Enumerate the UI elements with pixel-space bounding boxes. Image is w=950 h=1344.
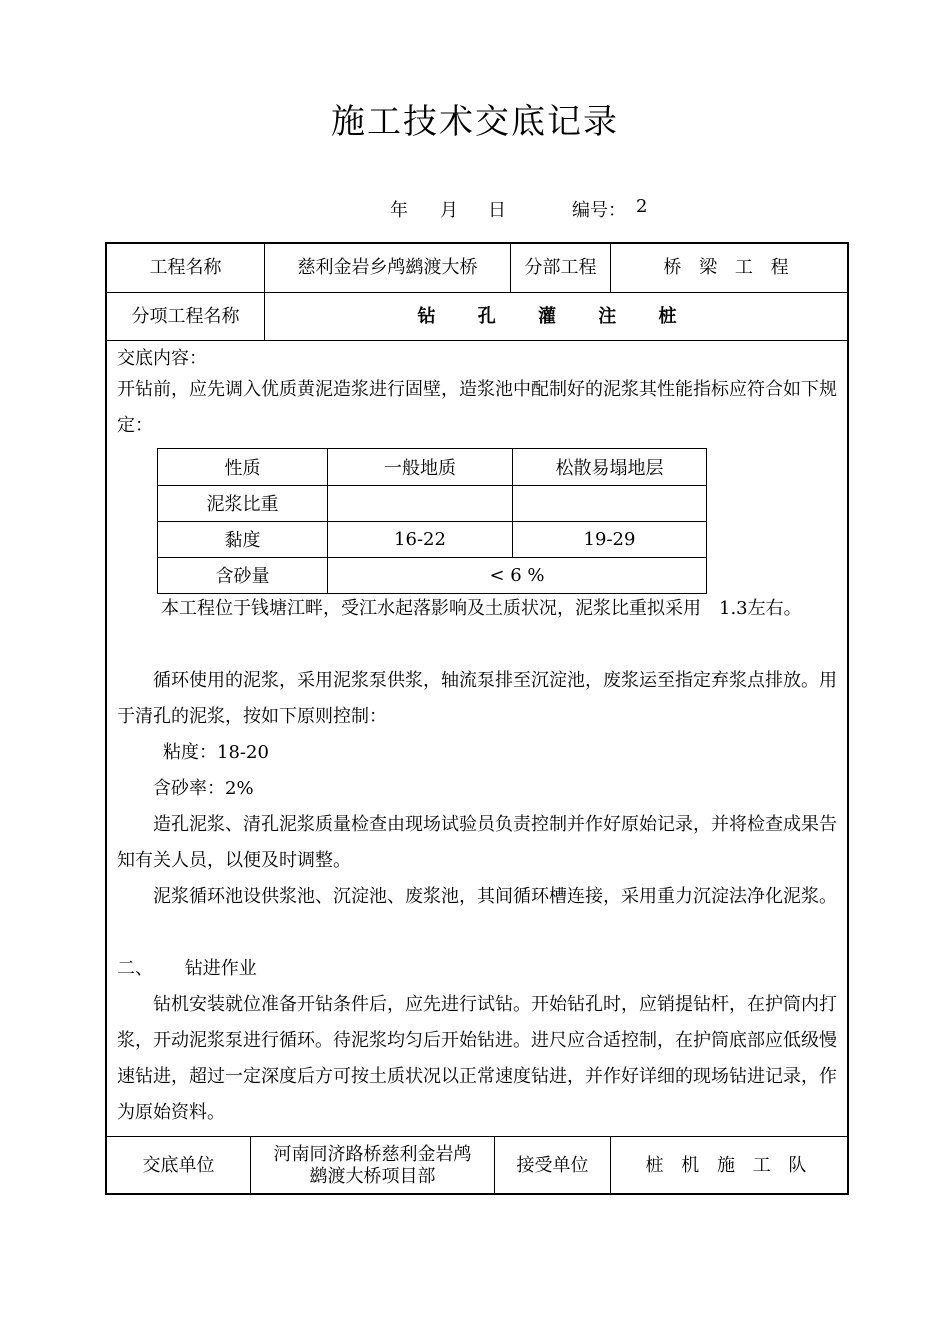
date-month: 月: [440, 200, 458, 221]
page-title: 施工技术交底记录: [331, 102, 619, 142]
division-label: 分部工程: [524, 257, 597, 278]
receiver-label: 接受单位: [516, 1155, 589, 1176]
mud-property-table: [157, 448, 707, 594]
table-cell: [513, 485, 706, 521]
table-cell: [328, 485, 512, 521]
project-name-label: 工程名称: [149, 257, 222, 278]
table-header-cell: 一般地质: [384, 458, 456, 479]
paragraph: 循环使用的泥浆，采用泥浆泵供浆，轴流泵排至沉淀池，废浆运至指定弃浆点排放。用于清孔的泥浆，按如下原则控制：: [117, 670, 837, 727]
project-name-value: 慈利金岩乡鸬鹚渡大桥: [297, 257, 478, 278]
paragraph: 钻机安装就位准备开钻条件后，应先进行试钻。开始钻孔时，应销提钻杆，在护筒内打浆，开动泥浆泵进行循环。待泥浆均匀后开始钻进。进尺应合适控制，在护筒底部应低级慢速钻进，超过一定深度后方可按土质状况以正常速度钻进，并作好详细的现场钻进记录，作为原始资料。: [117, 994, 837, 1123]
receiver-value: 桩 机 施 工 队: [645, 1155, 813, 1176]
date-day: 日: [488, 200, 506, 221]
paragraph: 含砂率：2%: [153, 778, 254, 799]
table-cell: 19-29: [583, 528, 636, 550]
table-header-cell: 性质: [224, 458, 261, 479]
record-form: [105, 242, 849, 1195]
record-number-value: 2: [636, 196, 648, 217]
subitem-label: 分项工程名称: [131, 305, 240, 327]
table-cell: < 6 %: [489, 564, 545, 586]
subitem-value: 钻 孔 灌 注 桩: [417, 305, 695, 327]
section-title: 钻进作业: [184, 958, 257, 979]
issuer-value-line: 鹚渡大桥项目部: [309, 1166, 436, 1187]
paragraph: 粘度：18-20: [163, 742, 269, 763]
record-number-label: 编号：: [572, 200, 626, 221]
table-cell: 含砂量: [215, 566, 270, 587]
table-header-cell: 松散易塌地层: [555, 458, 664, 479]
division-value: 桥 梁 工 程: [663, 257, 795, 278]
paragraph: 造孔泥浆、清孔泥浆质量检查由现场试验员负责控制并作好原始记录，并将检查成果告知有关人员，以便及时调整。: [117, 814, 837, 871]
issuer-value-line: 河南同济路桥慈利金岩鸬: [273, 1144, 472, 1165]
section-heading: [117, 951, 841, 987]
table-cell: 16-22: [394, 528, 446, 550]
table-cell: 泥浆比重: [206, 494, 279, 515]
content-heading: 交底内容：: [117, 348, 207, 369]
paragraph: 本工程位于钱塘江畔，受江水起落影响及土质状况，泥浆比重拟采用 1.3左右。: [161, 598, 802, 619]
content-intro: 开钻前，应先调入优质黄泥造浆进行固壁，造浆池中配制好的泥浆其性能指标应符合如下规定：: [117, 379, 837, 436]
issuer-label: 交底单位: [142, 1155, 215, 1176]
date-year: 年: [390, 200, 408, 221]
table-cell: 黏度: [224, 530, 261, 551]
section-number: 二、: [117, 958, 153, 979]
issuer-value: [251, 1137, 494, 1195]
paragraph: 泥浆循环池设供浆池、沉淀池、废浆池，其间循环槽连接，采用重力沉淀法净化泥浆。: [153, 886, 837, 907]
